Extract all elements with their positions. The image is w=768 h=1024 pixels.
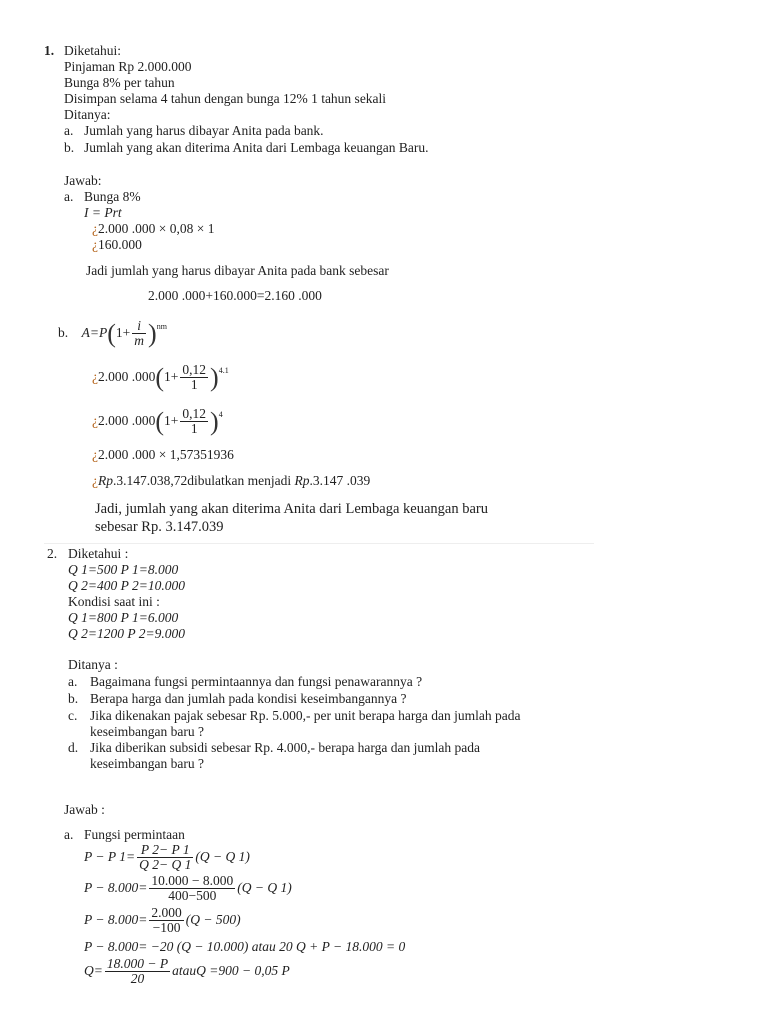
problem-1-number: 1. [44,43,55,58]
exponent: 4.1 [218,366,229,375]
p2-kondisi-2: Q 2=1200 P 2=9.000 [68,626,185,641]
frac-num: i [132,319,146,334]
frac-den: −100 [152,920,181,936]
p1-b-conclusion-2: sebesar Rp. 3.147.039 [95,519,224,535]
p2-question-b-label: b. [68,691,79,706]
eq-marker: ¿ [92,369,98,384]
p1-b-conclusion-1: Jadi, jumlah yang akan diterima Anita dari Lembaga keuangan baru [95,501,488,517]
frac-den: 400−500 [168,888,217,904]
p2-kondisi-heading: Kondisi saat ini : [68,594,160,609]
p1-a-result: 2.000 .000+160.000=2.160 .000 [148,288,322,303]
frac-den: m [134,333,145,349]
formula-rhs: (Q − Q 1) [237,880,292,895]
p1-ditanya-heading: Ditanya: [64,107,111,122]
eq-marker: ¿ [92,237,98,252]
p1-diketahui-heading: Diketahui: [64,43,121,58]
p1-answer-a-label: a. [64,189,74,204]
eq-marker: ¿ [92,447,98,462]
formula-lhs: P − P 1= [84,849,136,864]
p1-given-1: Pinjaman Rp 2.000.000 [64,59,192,74]
formula-rhs: atauQ =900 − 0,05 P [172,963,290,978]
p2-jawab-heading: Jawab : [64,802,105,817]
problem-2-number: 2. [47,546,58,561]
p1-answer-b-label: b. [58,325,69,340]
eq-marker: ¿ [92,473,98,488]
one-plus: 1+ [164,413,179,428]
frac-den: 20 [130,971,145,987]
p1-calc-line-2 [92,237,142,253]
frac-den: 1 [190,421,198,437]
one-plus: 1+ [164,369,179,384]
calc-text: 2.000 .000 × 0,08 × 1 [98,221,215,236]
p1-b-formula: b. A=P(1+ $\frac{i}{m}$ )$^{nm}$ [58,318,167,349]
p1-b-step-4 [92,473,370,489]
frac-num: 2.000 [151,905,182,921]
one-plus: 1+ [115,325,131,340]
p1-given-3: Disimpan selama 4 tahun dengan bunga 12% 1 tahun sekali [64,91,387,106]
frac-den: Q 2− Q 1 [139,857,192,873]
p1-given-2: Bunga 8% per tahun [64,75,175,90]
section-divider [44,543,594,544]
p1-calc-line-1 [92,221,214,237]
p1-b-step-1: ¿2.000 .000(1+ $\frac{0,12}{1}$ )$^{4.1}$ [92,362,229,393]
p2-question-a-text: Bagaimana fungsi permintaannya dan fungsi penawarannya ? [90,674,423,689]
p2-question-a-label: a. [68,674,78,689]
eq-marker: ¿ [92,413,98,428]
p2-question-c-label: c. [68,708,78,723]
p2-given-2: Q 2=400 P 2=10.000 [68,578,185,593]
formula-lhs: A=P [81,325,108,340]
frac-num: P 2− P 1 [137,843,193,858]
rp-symbol: Rp [294,473,310,488]
p2-formula-4: P − 8.000= −20 (Q − 10.000) atau 20 Q + P − 18.000 = 0 [84,939,406,954]
p2-question-c-text-2: keseimbangan baru ? [90,724,204,739]
p2-kondisi-1: Q 1=800 P 1=6.000 [68,610,179,625]
formula-rhs: (Q − 500) [185,912,241,927]
p2-answer-a-label: a. [64,827,74,842]
formula-lhs: Q= [84,963,103,978]
p2-formula-2 [84,873,292,903]
p2-given-1: Q 1=500 P 1=8.000 [68,562,179,577]
p2-question-d-text-2: keseimbangan baru ? [90,756,204,771]
base-amount: 2.000 .000 [98,413,156,428]
calc-text: 160.000 [98,237,142,252]
p1-question-a-label: a. [64,123,74,138]
p1-b-step-2: ¿2.000 .000(1+ $\frac{0,12}{1}$ )$^4$ [92,406,223,437]
p1-question-a-text: Jumlah yang harus dibayar Anita pada bank. [84,123,324,138]
base-amount: 2.000 .000 [98,369,156,384]
calc-text: 2.000 .000 × 1,57351936 [98,447,234,462]
frac-num: 0,12 [182,362,207,378]
calc-text: .3.147 .039 [309,473,371,488]
p2-ditanya-heading: Ditanya : [68,657,118,672]
formula-lhs: P − 8.000= [84,912,148,927]
p2-formula-5 [84,956,290,986]
exponent: 4 [218,410,223,419]
p2-question-d-text: Jika diberikan subsidi sebesar Rp. 4.000,- berapa harga dan jumlah pada [90,740,481,755]
calc-text: .3.147.038,72dibulatkan menjadi [113,473,292,488]
p2-question-d-label: d. [68,740,79,755]
eq-marker: ¿ [92,221,98,236]
p1-question-b-label: b. [64,140,75,155]
p2-question-b-text: Berapa harga dan jumlah pada kondisi keseimbangannya ? [90,691,407,706]
p2-answer-a-title: Fungsi permintaan [84,827,185,842]
formula-rhs: (Q − Q 1) [195,849,250,864]
p1-jawab-heading: Jawab: [64,173,102,188]
p1-interest-formula: I = Prt [84,205,122,220]
formula-lhs: P − 8.000= [84,880,148,895]
frac-den: 1 [190,377,198,393]
p2-formula-1 [84,842,250,872]
p2-formula-3 [84,905,241,935]
p1-b-step-3 [92,447,234,463]
p2-diketahui-heading: Diketahui : [68,546,129,561]
p2-question-c-text: Jika dikenakan pajak sebesar Rp. 5.000,- per unit berapa harga dan jumlah pada [90,708,521,723]
p1-question-b-text: Jumlah yang akan diterima Anita dari Lembaga keuangan Baru. [84,140,429,155]
frac-num: 10.000 − 8.000 [151,873,234,889]
p1-a-conclusion: Jadi jumlah yang harus dibayar Anita pada bank sebesar [86,263,389,278]
rp-symbol: Rp [98,473,113,488]
p1-answer-a-title: Bunga 8% [84,189,141,204]
exponent: nm [156,322,167,331]
frac-num: 18.000 − P [106,956,169,972]
frac-num: 0,12 [182,406,207,422]
